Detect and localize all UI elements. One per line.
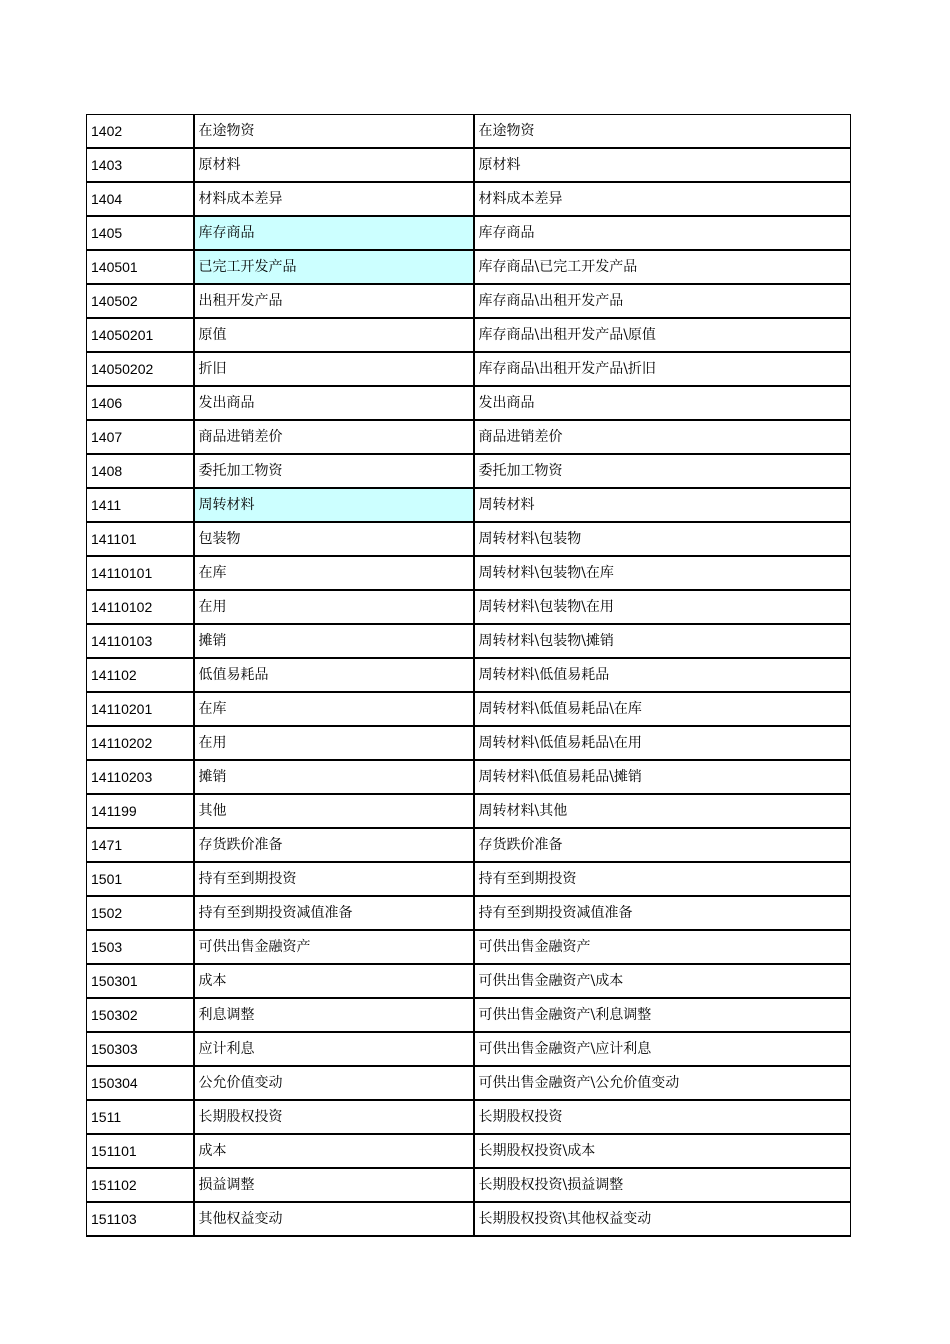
- account-code-cell: 1503: [87, 930, 194, 964]
- account-name-cell: 库存商品: [194, 216, 474, 250]
- account-full-path-cell: 库存商品: [474, 216, 851, 250]
- account-code-cell: 14110101: [87, 556, 194, 590]
- account-code-cell: 14110103: [87, 624, 194, 658]
- table-row: [87, 1066, 851, 1100]
- account-name-cell: 摊销: [194, 624, 474, 658]
- table-row: [87, 216, 851, 250]
- account-code-cell: 14050201: [87, 318, 194, 352]
- account-code-cell: 141102: [87, 658, 194, 692]
- account-name-cell: 在用: [194, 726, 474, 760]
- account-name-cell: 其他权益变动: [194, 1202, 474, 1236]
- account-full-path-cell: 持有至到期投资减值准备: [474, 896, 851, 930]
- account-name-cell: 原值: [194, 318, 474, 352]
- account-code-cell: 1501: [87, 862, 194, 896]
- account-name-cell: 持有至到期投资: [194, 862, 474, 896]
- account-code-cell: 140501: [87, 250, 194, 284]
- table-row: [87, 1100, 851, 1134]
- account-name-cell: 出租开发产品: [194, 284, 474, 318]
- table-row: [87, 828, 851, 862]
- table-row: [87, 624, 851, 658]
- account-code-cell: 151102: [87, 1168, 194, 1202]
- account-full-path-cell: 库存商品\出租开发产品: [474, 284, 851, 318]
- account-code-cell: 1408: [87, 454, 194, 488]
- table-row: [87, 115, 851, 149]
- account-full-path-cell: 在途物资: [474, 115, 851, 149]
- account-code-cell: 140502: [87, 284, 194, 318]
- account-name-cell: 周转材料: [194, 488, 474, 522]
- account-full-path-cell: 委托加工物资: [474, 454, 851, 488]
- account-full-path-cell: 可供出售金融资产: [474, 930, 851, 964]
- account-code-cell: 1403: [87, 148, 194, 182]
- table-row: [87, 420, 851, 454]
- table-row: [87, 930, 851, 964]
- account-name-cell: 损益调整: [194, 1168, 474, 1202]
- account-name-cell: 在库: [194, 692, 474, 726]
- account-code-cell: 14050202: [87, 352, 194, 386]
- account-code-cell: 14110202: [87, 726, 194, 760]
- account-name-cell: 摊销: [194, 760, 474, 794]
- table-row: [87, 1032, 851, 1066]
- account-name-cell: 存货跌价准备: [194, 828, 474, 862]
- account-name-cell: 商品进销差价: [194, 420, 474, 454]
- account-full-path-cell: 长期股权投资: [474, 1100, 851, 1134]
- account-name-cell: 成本: [194, 964, 474, 998]
- account-full-path-cell: 库存商品\出租开发产品\折旧: [474, 352, 851, 386]
- account-name-cell: 折旧: [194, 352, 474, 386]
- table-row: [87, 250, 851, 284]
- table-row: [87, 386, 851, 420]
- table-row: [87, 692, 851, 726]
- account-code-cell: 150304: [87, 1066, 194, 1100]
- account-name-cell: 材料成本差异: [194, 182, 474, 216]
- account-full-path-cell: 可供出售金融资产\应计利息: [474, 1032, 851, 1066]
- account-full-path-cell: 周转材料\包装物\在用: [474, 590, 851, 624]
- table-row: [87, 454, 851, 488]
- account-name-cell: 在途物资: [194, 115, 474, 149]
- account-code-cell: 151103: [87, 1202, 194, 1236]
- account-code-cell: 1502: [87, 896, 194, 930]
- account-full-path-cell: 周转材料\包装物\摊销: [474, 624, 851, 658]
- account-full-path-cell: 周转材料\低值易耗品\在库: [474, 692, 851, 726]
- account-full-path-cell: 发出商品: [474, 386, 851, 420]
- account-code-cell: 14110102: [87, 590, 194, 624]
- account-code-cell: 1404: [87, 182, 194, 216]
- account-name-cell: 其他: [194, 794, 474, 828]
- account-name-cell: 成本: [194, 1134, 474, 1168]
- table-row: [87, 760, 851, 794]
- account-full-path-cell: 周转材料\低值易耗品: [474, 658, 851, 692]
- account-code-cell: 1402: [87, 115, 194, 149]
- table-row: [87, 998, 851, 1032]
- table-row: [87, 488, 851, 522]
- account-name-cell: 持有至到期投资减值准备: [194, 896, 474, 930]
- account-code-cell: 1407: [87, 420, 194, 454]
- account-full-path-cell: 长期股权投资\其他权益变动: [474, 1202, 851, 1236]
- account-name-cell: 利息调整: [194, 998, 474, 1032]
- account-code-cell: 1511: [87, 1100, 194, 1134]
- table-row: [87, 658, 851, 692]
- account-full-path-cell: 周转材料: [474, 488, 851, 522]
- account-name-cell: 长期股权投资: [194, 1100, 474, 1134]
- account-name-cell: 原材料: [194, 148, 474, 182]
- account-code-cell: 150302: [87, 998, 194, 1032]
- account-code-cell: 14110203: [87, 760, 194, 794]
- account-code-cell: 150301: [87, 964, 194, 998]
- account-name-cell: 应计利息: [194, 1032, 474, 1066]
- table-row: [87, 284, 851, 318]
- account-code-cell: 1471: [87, 828, 194, 862]
- table-row: [87, 1202, 851, 1236]
- account-full-path-cell: 原材料: [474, 148, 851, 182]
- account-full-path-cell: 周转材料\低值易耗品\在用: [474, 726, 851, 760]
- account-name-cell: 包装物: [194, 522, 474, 556]
- account-table: [86, 114, 851, 1237]
- account-full-path-cell: 存货跌价准备: [474, 828, 851, 862]
- account-full-path-cell: 长期股权投资\损益调整: [474, 1168, 851, 1202]
- account-full-path-cell: 长期股权投资\成本: [474, 1134, 851, 1168]
- table-row: [87, 182, 851, 216]
- table-row: [87, 590, 851, 624]
- account-full-path-cell: 周转材料\包装物: [474, 522, 851, 556]
- table-row: [87, 352, 851, 386]
- table-row: [87, 1168, 851, 1202]
- account-full-path-cell: 商品进销差价: [474, 420, 851, 454]
- table-row: [87, 522, 851, 556]
- account-name-cell: 公允价值变动: [194, 1066, 474, 1100]
- account-name-cell: 在库: [194, 556, 474, 590]
- table-row: [87, 556, 851, 590]
- table-row: [87, 148, 851, 182]
- account-name-cell: 在用: [194, 590, 474, 624]
- account-code-cell: 14110201: [87, 692, 194, 726]
- account-full-path-cell: 库存商品\出租开发产品\原值: [474, 318, 851, 352]
- account-full-path-cell: 材料成本差异: [474, 182, 851, 216]
- account-name-cell: 低值易耗品: [194, 658, 474, 692]
- account-code-cell: 1406: [87, 386, 194, 420]
- account-name-cell: 可供出售金融资产: [194, 930, 474, 964]
- account-full-path-cell: 周转材料\低值易耗品\摊销: [474, 760, 851, 794]
- table-row: [87, 318, 851, 352]
- account-name-cell: 发出商品: [194, 386, 474, 420]
- table-row: [87, 726, 851, 760]
- account-full-path-cell: 可供出售金融资产\利息调整: [474, 998, 851, 1032]
- account-full-path-cell: 可供出售金融资产\公允价值变动: [474, 1066, 851, 1100]
- table-row: [87, 964, 851, 998]
- account-full-path-cell: 库存商品\已完工开发产品: [474, 250, 851, 284]
- account-full-path-cell: 持有至到期投资: [474, 862, 851, 896]
- table-row: [87, 862, 851, 896]
- account-name-cell: 已完工开发产品: [194, 250, 474, 284]
- account-code-cell: 141101: [87, 522, 194, 556]
- account-full-path-cell: 可供出售金融资产\成本: [474, 964, 851, 998]
- table-row: [87, 794, 851, 828]
- table-row: [87, 1134, 851, 1168]
- account-code-cell: 1411: [87, 488, 194, 522]
- account-code-cell: 1405: [87, 216, 194, 250]
- table-row: [87, 896, 851, 930]
- account-full-path-cell: 周转材料\其他: [474, 794, 851, 828]
- account-code-cell: 151101: [87, 1134, 194, 1168]
- account-code-cell: 150303: [87, 1032, 194, 1066]
- account-name-cell: 委托加工物资: [194, 454, 474, 488]
- account-full-path-cell: 周转材料\包装物\在库: [474, 556, 851, 590]
- account-table-body: [87, 115, 851, 1237]
- account-code-cell: 141199: [87, 794, 194, 828]
